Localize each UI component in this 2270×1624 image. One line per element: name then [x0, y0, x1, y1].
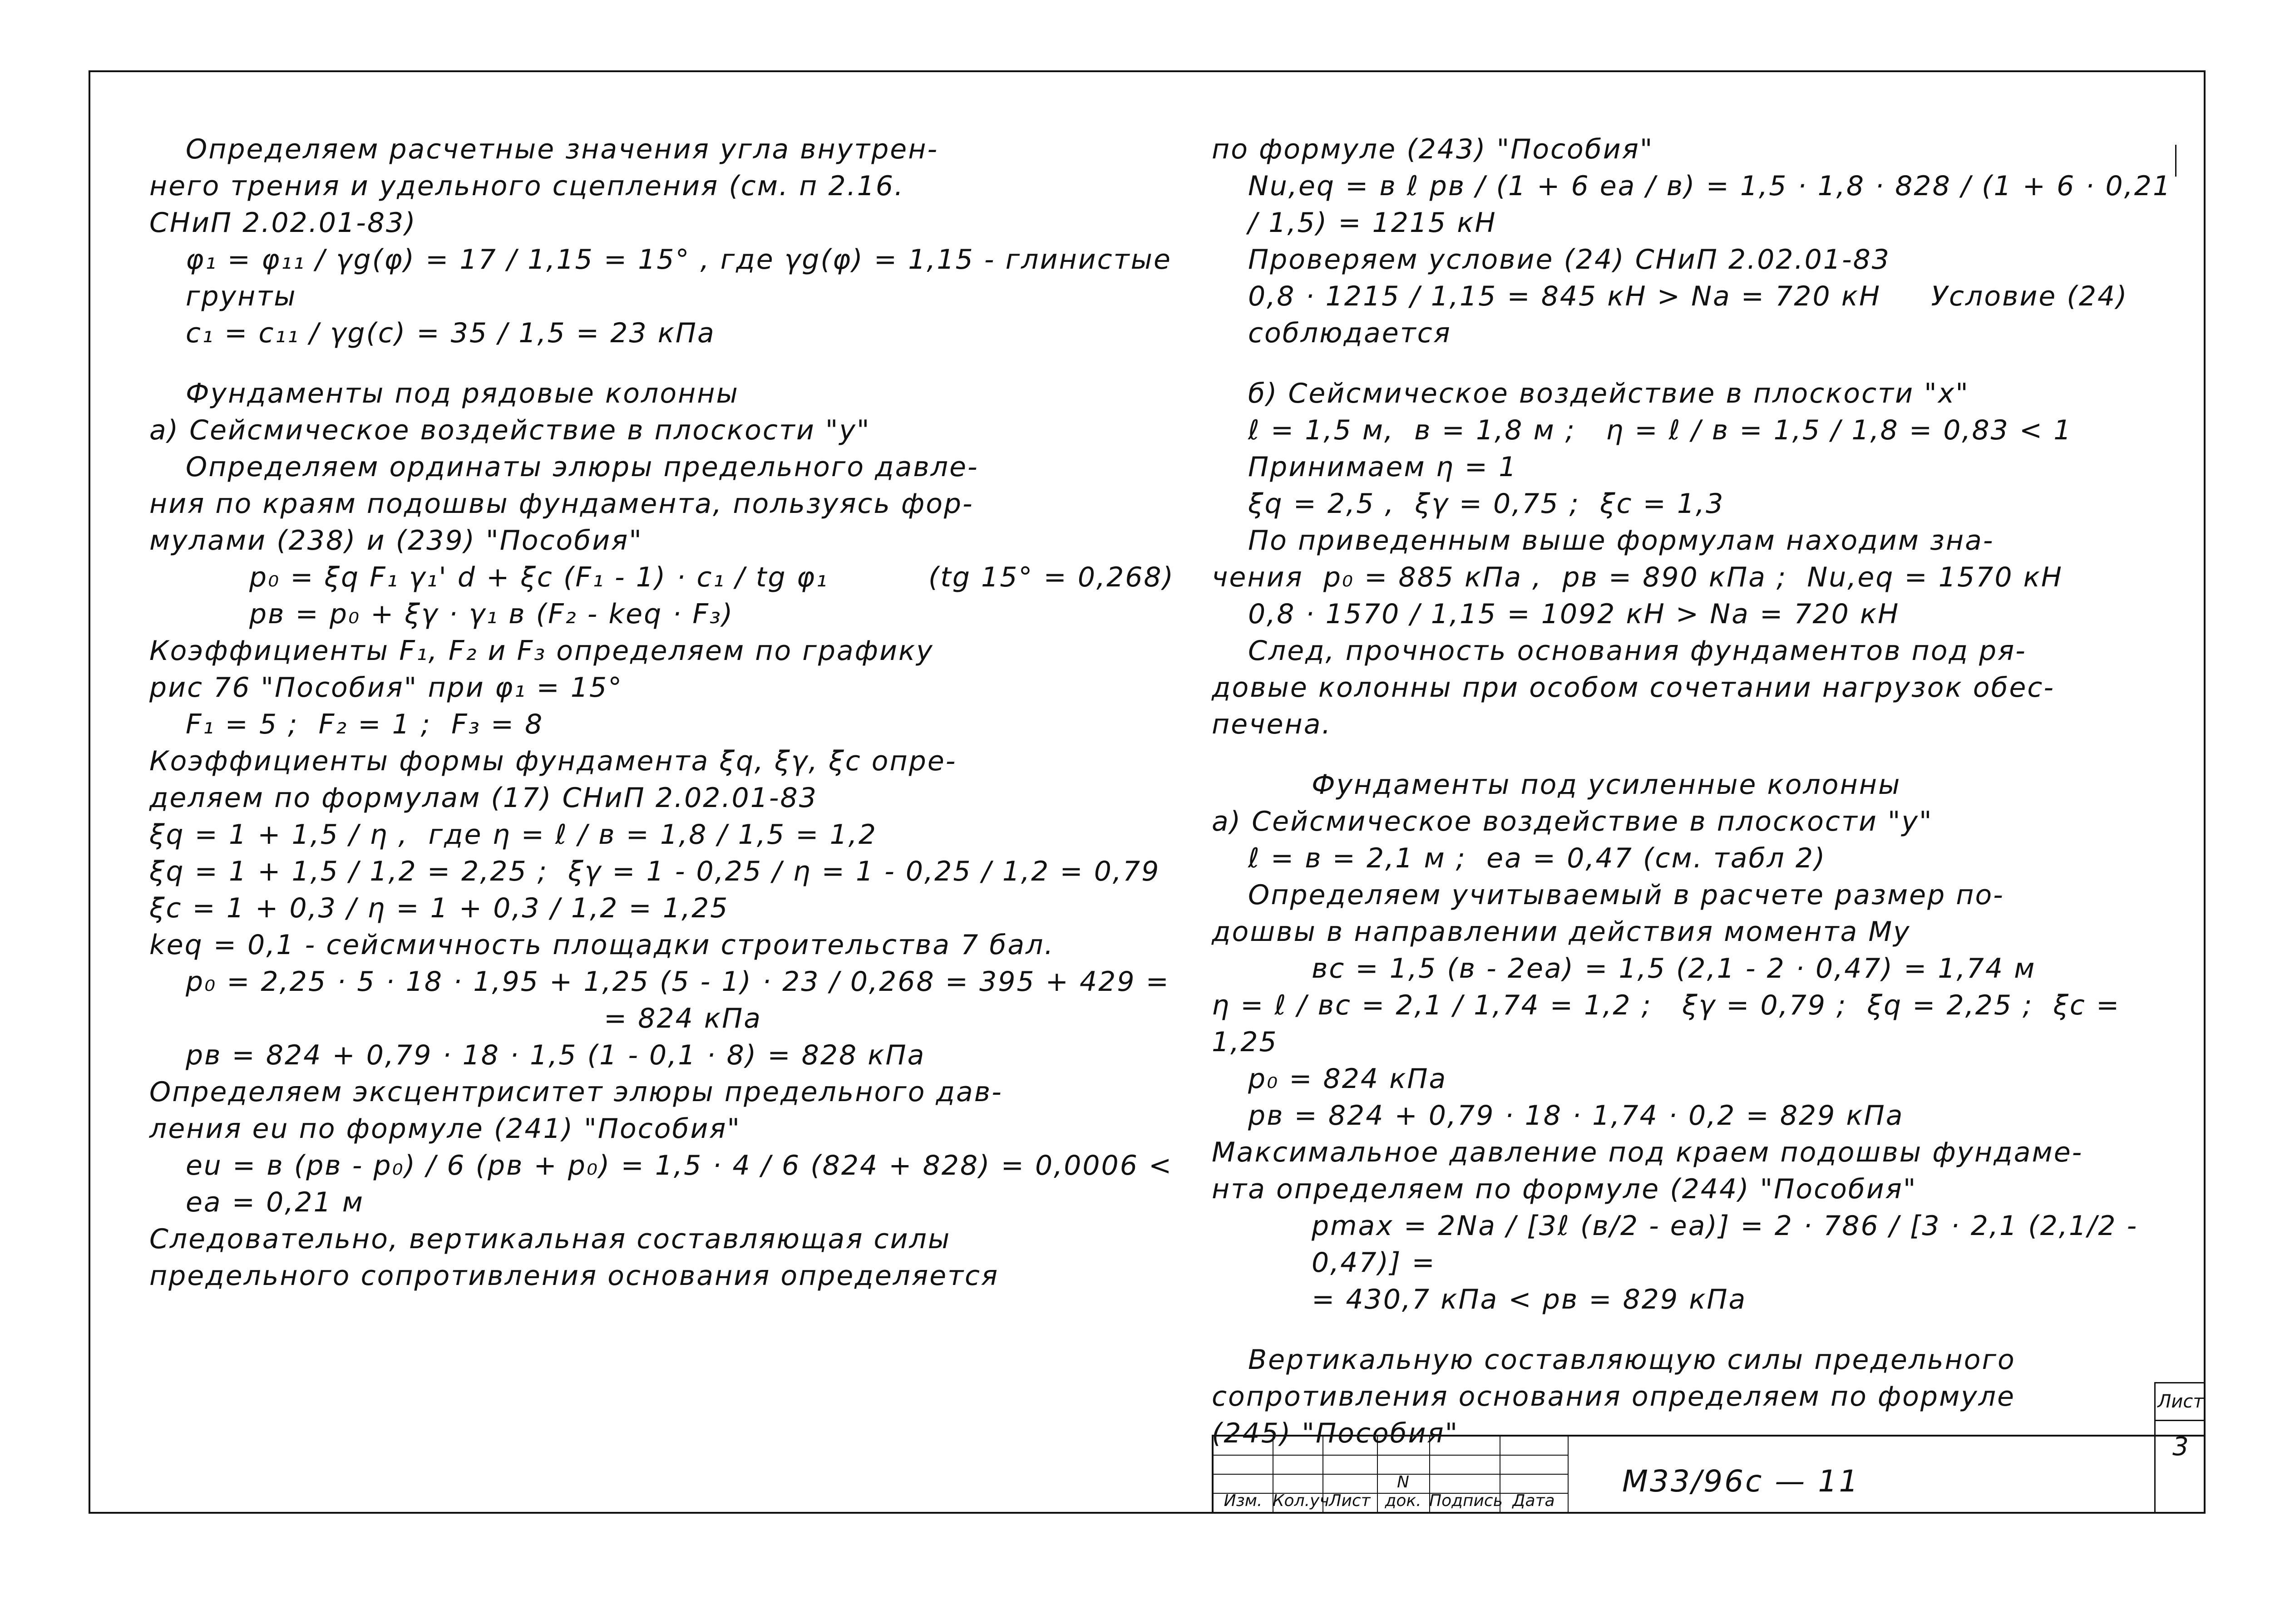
- text-line: Следовательно, вертикальная составляющая силы: [149, 1223, 951, 1255]
- text-line: ξc = 1 + 0,3 / η = 1 + 0,3 / 1,2 = 1,25: [149, 892, 729, 924]
- text-line: p₀ = 824 кПа: [1248, 1063, 1447, 1095]
- text-line: дошвы в направлении действия момента My: [1212, 916, 1911, 948]
- text-line: а) Сейсмическое воздействие в плоскости "у": [1212, 806, 1933, 837]
- text-line: Nu,eq = в ℓ pв / (1 + 6 ea / в) = 1,5 · 1,8 · 828 / (1 + 6 · 0,21 / 1,5) = 1215 кН: [1248, 170, 2182, 239]
- text-line: 0,8 · 1570 / 1,15 = 1092 кН > Na = 720 кН: [1248, 598, 1900, 630]
- text-line: довые колонны при особом сочетании нагрузок обес-: [1212, 672, 2055, 704]
- text-line: Определяем эксцентриситет элюры предельного дав-: [149, 1076, 1003, 1108]
- header-list: Лист: [1329, 1491, 1371, 1510]
- text-line: нта определяем по формуле (244) "Пособия": [1212, 1173, 1917, 1205]
- text-line: деляем по формулам (17) СНиП 2.02.01-83: [149, 782, 818, 814]
- text-line: Проверяем условие (24) СНиП 2.02.01-83: [1248, 244, 1890, 276]
- text-line: сопротивления основания определяем по формуле: [1212, 1381, 2015, 1412]
- text-line: чения p₀ = 885 кПа , pв = 890 кПа ; Nu,eq = 1570 кН: [1212, 561, 2063, 593]
- text-line: След, прочность основания фундаментов под ря-: [1248, 635, 2027, 667]
- text-line: по формуле (243) "Пособия": [1212, 133, 1654, 165]
- text-line: мулами (238) и (239) "Пособия": [149, 525, 643, 556]
- text-line: ℓ = 1,5 м, в = 1,8 м ; η = ℓ / в = 1,5 / 1,8 = 0,83 < 1 Принимаем η = 1: [1248, 414, 2092, 483]
- text-line: ℓ = в = 2,1 м ; ea = 0,47 (см. табл 2): [1248, 842, 1826, 874]
- text-line: = 824 кПа: [603, 1003, 762, 1034]
- text-line: p₀ = 2,25 · 5 · 18 · 1,95 + 1,25 (5 - 1) · 23 / 0,268 = 395 + 429 =: [186, 966, 1170, 998]
- text-line: c₁ = c₁₁ / γg(c) = 35 / 1,5 = 23 кПа: [186, 317, 716, 349]
- sheet-number: 3: [2172, 1432, 2189, 1462]
- text-line: keq = 0,1 - сейсмичность площадки строительства 7 бал.: [149, 929, 1055, 961]
- text-line: б) Сейсмическое воздействие в плоскости "х": [1248, 378, 1969, 409]
- text-line: φ₁ = φ₁₁ / γg(φ) = 17 / 1,15 = 15° , где γg(φ) = 1,15 - глинистые грунты: [186, 244, 1182, 312]
- text-line: = 430,7 кПа < pв = 829 кПа: [1312, 1284, 1747, 1315]
- text-line: а) Сейсмическое воздействие в плоскости "у": [149, 414, 871, 446]
- text-line: Определяем расчетные значения угла внутрен-: [186, 133, 939, 165]
- text-line: Фундаменты под усиленные колонны: [1312, 769, 1901, 801]
- text-line: Коэффициенты F₁, F₂ и F₃ определяем по графику: [149, 635, 934, 667]
- header-podpis: Подпись: [1429, 1491, 1503, 1510]
- header-n-dok: N док.: [1385, 1473, 1421, 1510]
- header-izm: Изм.: [1224, 1491, 1263, 1510]
- text-line: Определяем ординаты элюры предельного давле-: [186, 451, 979, 483]
- text-line: Вертикальную составляющую силы предельного: [1248, 1344, 2016, 1376]
- text-line: pmax = 2Na / [3ℓ (в/2 - ea)] = 2 · 786 / [3 · 2,1 (2,1/2 - 0,47)] =: [1312, 1210, 2148, 1279]
- right-text-column: [1212, 131, 2188, 1452]
- text-line: ния по краям подошвы фундамента, пользуясь фор-: [149, 488, 974, 520]
- text-line: pв = 824 + 0,79 · 18 · 1,74 · 0,2 = 829 кПа: [1248, 1100, 1904, 1132]
- text-line: (245) "Пособия": [1212, 1417, 1459, 1449]
- text-line: Фундаменты под рядовые колонны: [186, 378, 739, 409]
- text-line: F₁ = 5 ; F₂ = 1 ; F₃ = 8: [186, 709, 544, 740]
- text-line: печена.: [1212, 709, 1332, 740]
- text-line: ξq = 1 + 1,5 / 1,2 = 2,25 ; ξγ = 1 - 0,25 / η = 1 - 0,25 / 1,2 = 0,79: [149, 856, 1160, 887]
- text-line: ления eu по формуле (241) "Пособия": [149, 1113, 741, 1145]
- text-line: СНиП 2.02.01-83): [149, 207, 417, 239]
- text-line: eu = в (pв - p₀) / 6 (pв + p₀) = 1,5 · 4 / 6 (824 + 828) = 0,0006 < ea = 0,21 м: [186, 1150, 1183, 1218]
- title-block-row: [1214, 1455, 1568, 1456]
- header-data: Дата: [1512, 1491, 1555, 1510]
- text-line: pв = p₀ + ξγ · γ₁ в (F₂ - keq · F₃): [249, 598, 734, 630]
- title-block-grid: [1214, 1437, 1568, 1512]
- drawing-sheet: [89, 70, 2206, 1514]
- text-line: рис 76 "Пособия" при φ₁ = 15°: [149, 672, 623, 704]
- text-line: 0,8 · 1215 / 1,15 = 845 кН > Na = 720 кН Условие (24) соблюдается: [1248, 281, 2138, 349]
- left-text-column: [149, 131, 1216, 1294]
- text-line: pв = 824 + 0,79 · 18 · 1,5 (1 - 0,1 · 8) = 828 кПа: [186, 1039, 926, 1071]
- text-line: По приведенным выше формулам находим зна-: [1248, 525, 1994, 556]
- sheet-number-box: [2154, 1382, 2206, 1514]
- text-line: вc = 1,5 (в - 2ea) = 1,5 (2,1 - 2 · 0,47) = 1,74 м: [1312, 953, 2036, 984]
- text-line: предельного сопротивления основания определяется: [149, 1260, 999, 1292]
- text-line: ξq = 1 + 1,5 / η , где η = ℓ / в = 1,8 / 1,5 = 1,2: [149, 819, 878, 851]
- text-line: него трения и удельного сцепления (см. п 2.16.: [149, 170, 905, 202]
- header-kol-uch: Кол.уч: [1273, 1491, 1329, 1510]
- sheet-label: Лист: [2156, 1382, 2206, 1421]
- text-line: Максимальное давление под краем подошвы фундаме-: [1212, 1137, 2083, 1168]
- text-line: η = ℓ / вc = 2,1 / 1,74 = 1,2 ; ξγ = 0,79 ; ξq = 2,25 ; ξc = 1,25: [1212, 989, 2131, 1058]
- text-line: p₀ = ξq F₁ γ₁' d + ξc (F₁ - 1) · c₁ / tg φ₁ (tg 15° = 0,268): [249, 561, 1174, 593]
- title-block-divider: [1568, 1437, 1569, 1512]
- document-code: М33/96с — 11: [1622, 1464, 1860, 1499]
- text-line: Определяем учитываемый в расчете размер по-: [1248, 879, 2004, 911]
- text-line: ξq = 2,5 , ξγ = 0,75 ; ξc = 1,3: [1248, 488, 1725, 520]
- text-line: Коэффициенты формы фундамента ξq, ξγ, ξc опре-: [149, 745, 957, 777]
